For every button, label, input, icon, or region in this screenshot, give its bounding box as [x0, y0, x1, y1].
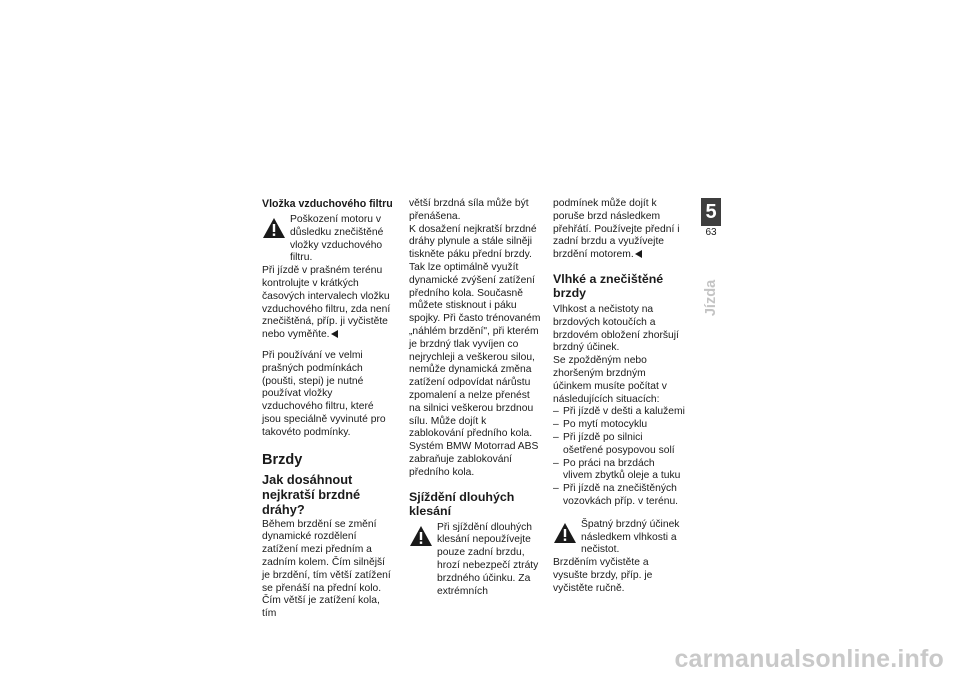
- text-column-2: [409, 198, 541, 598]
- warning-block-air-filter: [262, 214, 394, 265]
- warning-text-long-descent: Při sjíždění dlouhých klesání nepoužívejte pouze zadní brzdu, hrozí nebezpečí ztráty brzdného účinku. Za extrémních: [437, 521, 539, 597]
- warning-block-wet-brakes: [553, 519, 685, 557]
- chapter-number: 5: [701, 198, 721, 226]
- abs-paragraph: Systém BMW Motorrad ABS zabraňuje zablokování předního kola.: [409, 441, 539, 478]
- stopping-distance-paragraph: Během brzdění se změní dynamické rozdělení zatížení mezi předním a zadním kolem. Čím silnější je brzdění, tím větší zatížení se přenáší na přední kolo. Čím větší je zatížení kola, tím: [262, 518, 391, 620]
- chapter-tab: [701, 198, 721, 238]
- warning-text-air-filter: Poškození motoru v důsledku znečištěné vložky vzduchového filtru.: [290, 214, 384, 264]
- end-of-section-triangle-icon: [331, 330, 338, 338]
- list-item: – Při jízdě na znečištěných vozovkách příp. v terénu.: [553, 483, 685, 509]
- warning-text-wet-brakes: Špatný brzdný účinek následkem vlhkosti a nečistot.: [581, 518, 680, 556]
- list-item: – Po mytí motocyklu: [553, 419, 685, 432]
- situations-list: [553, 406, 685, 508]
- list-item: – Při jízdě po silnici ošetřené posypovou solí: [553, 432, 685, 458]
- wet-brakes-instructions: Brzděním vyčistěte a vysušte brzdy, příp. je vyčistěte ručně.: [553, 557, 653, 594]
- text-column-1: [262, 198, 394, 621]
- wet-brakes-paragraph-2: Se zpožděným nebo zhoršeným brzdným účinkem musíte počítat v následujících situacích:: [553, 355, 667, 405]
- warning-triangle-icon: [553, 522, 577, 544]
- brakes-heading: Brzdy: [262, 451, 303, 468]
- wet-brakes-heading: Vlhké a znečištěné brzdy: [553, 271, 664, 300]
- wet-brakes-paragraph-1: Vlhkost a nečistoty na brzdových kotoučích a brzdovém obložení zhoršují brzdný účinek.: [553, 303, 679, 354]
- braking-force-continuation: větší brzdná síla může být přenášena.: [409, 198, 529, 222]
- long-descent-heading: Sjíždění dlouhých klesání: [409, 489, 515, 518]
- chapter-label-text: Jízda: [703, 279, 720, 317]
- text-column-3: [553, 198, 685, 596]
- dusty-conditions-paragraph: Při používání ve velmi prašných podmínkách (poušti, stepi) je nutné používat vložky vzduchového filtru, které jsou speciálně vyvinuté pro takovéto podmínky.: [262, 349, 386, 438]
- shortest-braking-paragraph: K dosažení nejkratší brzdné dráhy plynule a stále silněji tiskněte páku přední brzdy. Tak lze optimálně využít dynamické zvýšení zatížení předního kola. Současně můžete stisknout i páku spojky. Při často trénovaném „náhlém brzdění", při kterém je brzdný tlak vyvíjen co nejrychleji a veškerou silou, nemůže dynamická změna zatížení odpovídat nárůstu zpomalení a nelze přenést na silnici veškerou brzdnou sílu. Může dojít k zablokování předního kola.: [409, 223, 541, 440]
- warning-triangle-icon: [409, 525, 433, 547]
- list-item: – Při jízdě v dešti a kalužemi: [553, 406, 685, 419]
- warning-block-long-descent: [409, 522, 541, 599]
- overheating-continuation: podmínek může dojít k poruše brzd následkem přehřátí. Používejte přední i zadní brzdu a využívejte brzdění motorem.: [553, 198, 680, 261]
- page-number: 63: [705, 227, 717, 238]
- end-of-section-triangle-icon: [635, 250, 642, 258]
- air-filter-instructions: Při jízdě v prašném terénu kontrolujte v krátkých časových intervalech vložku vzduchového filtru, zda není znečištěná, příp. ji vyčistěte nebo vyměňte.: [262, 265, 391, 341]
- list-item: – Po práci na brzdách vlivem zbytků oleje a tuku: [553, 458, 685, 484]
- air-filter-heading: Vložka vzduchového filtru: [262, 198, 393, 210]
- watermark: carmanualsonline.info: [674, 645, 944, 673]
- stopping-distance-heading: Jak dosáhnout nejkratší brzdné dráhy?: [262, 471, 361, 517]
- warning-triangle-icon: [262, 217, 286, 239]
- chapter-side-label: [699, 272, 723, 324]
